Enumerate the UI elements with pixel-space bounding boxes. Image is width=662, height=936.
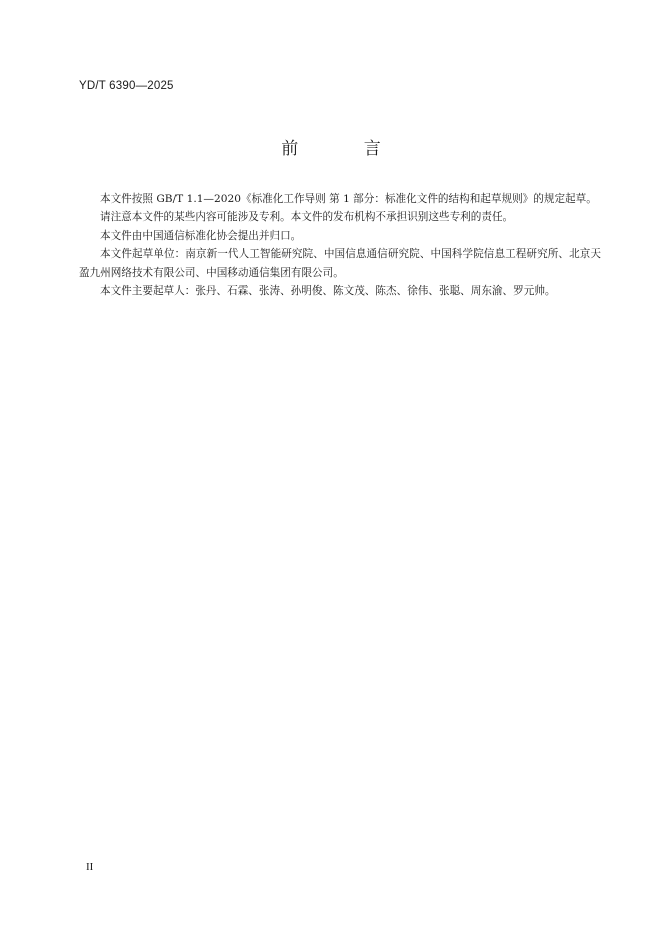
- document-body: [79, 190, 601, 300]
- page-title: 前 言: [281, 139, 411, 159]
- paragraph-drafters: 本文件主要起草人：张丹、石霖、张涛、孙明俊、陈文茂、陈杰、徐伟、张聪、周东渝、罗元帅。: [100, 285, 556, 298]
- paragraph-drafting-units: 本文件起草单位：南京新一代人工智能研究院、中国信息通信研究院、中国科学院信息工程研究所、北京天盈九州网络技术有限公司、中国移动通信集团有限公司。: [79, 248, 601, 279]
- page-number: II: [86, 861, 94, 873]
- paragraph-proposer: 本文件由中国通信标准化协会提出并归口。: [100, 229, 302, 242]
- document-id: YD/T 6390—2025: [79, 80, 174, 92]
- paragraph-drafting-basis: 本文件按照 GB/T 1.1—2020《标准化工作导则 第 1 部分：标准化文件的结构和起草规则》的规定起草。: [100, 193, 597, 205]
- paragraph-patent-notice: 请注意本文件的某些内容可能涉及专利。本文件的发布机构不承担识别这些专利的责任。: [100, 211, 514, 224]
